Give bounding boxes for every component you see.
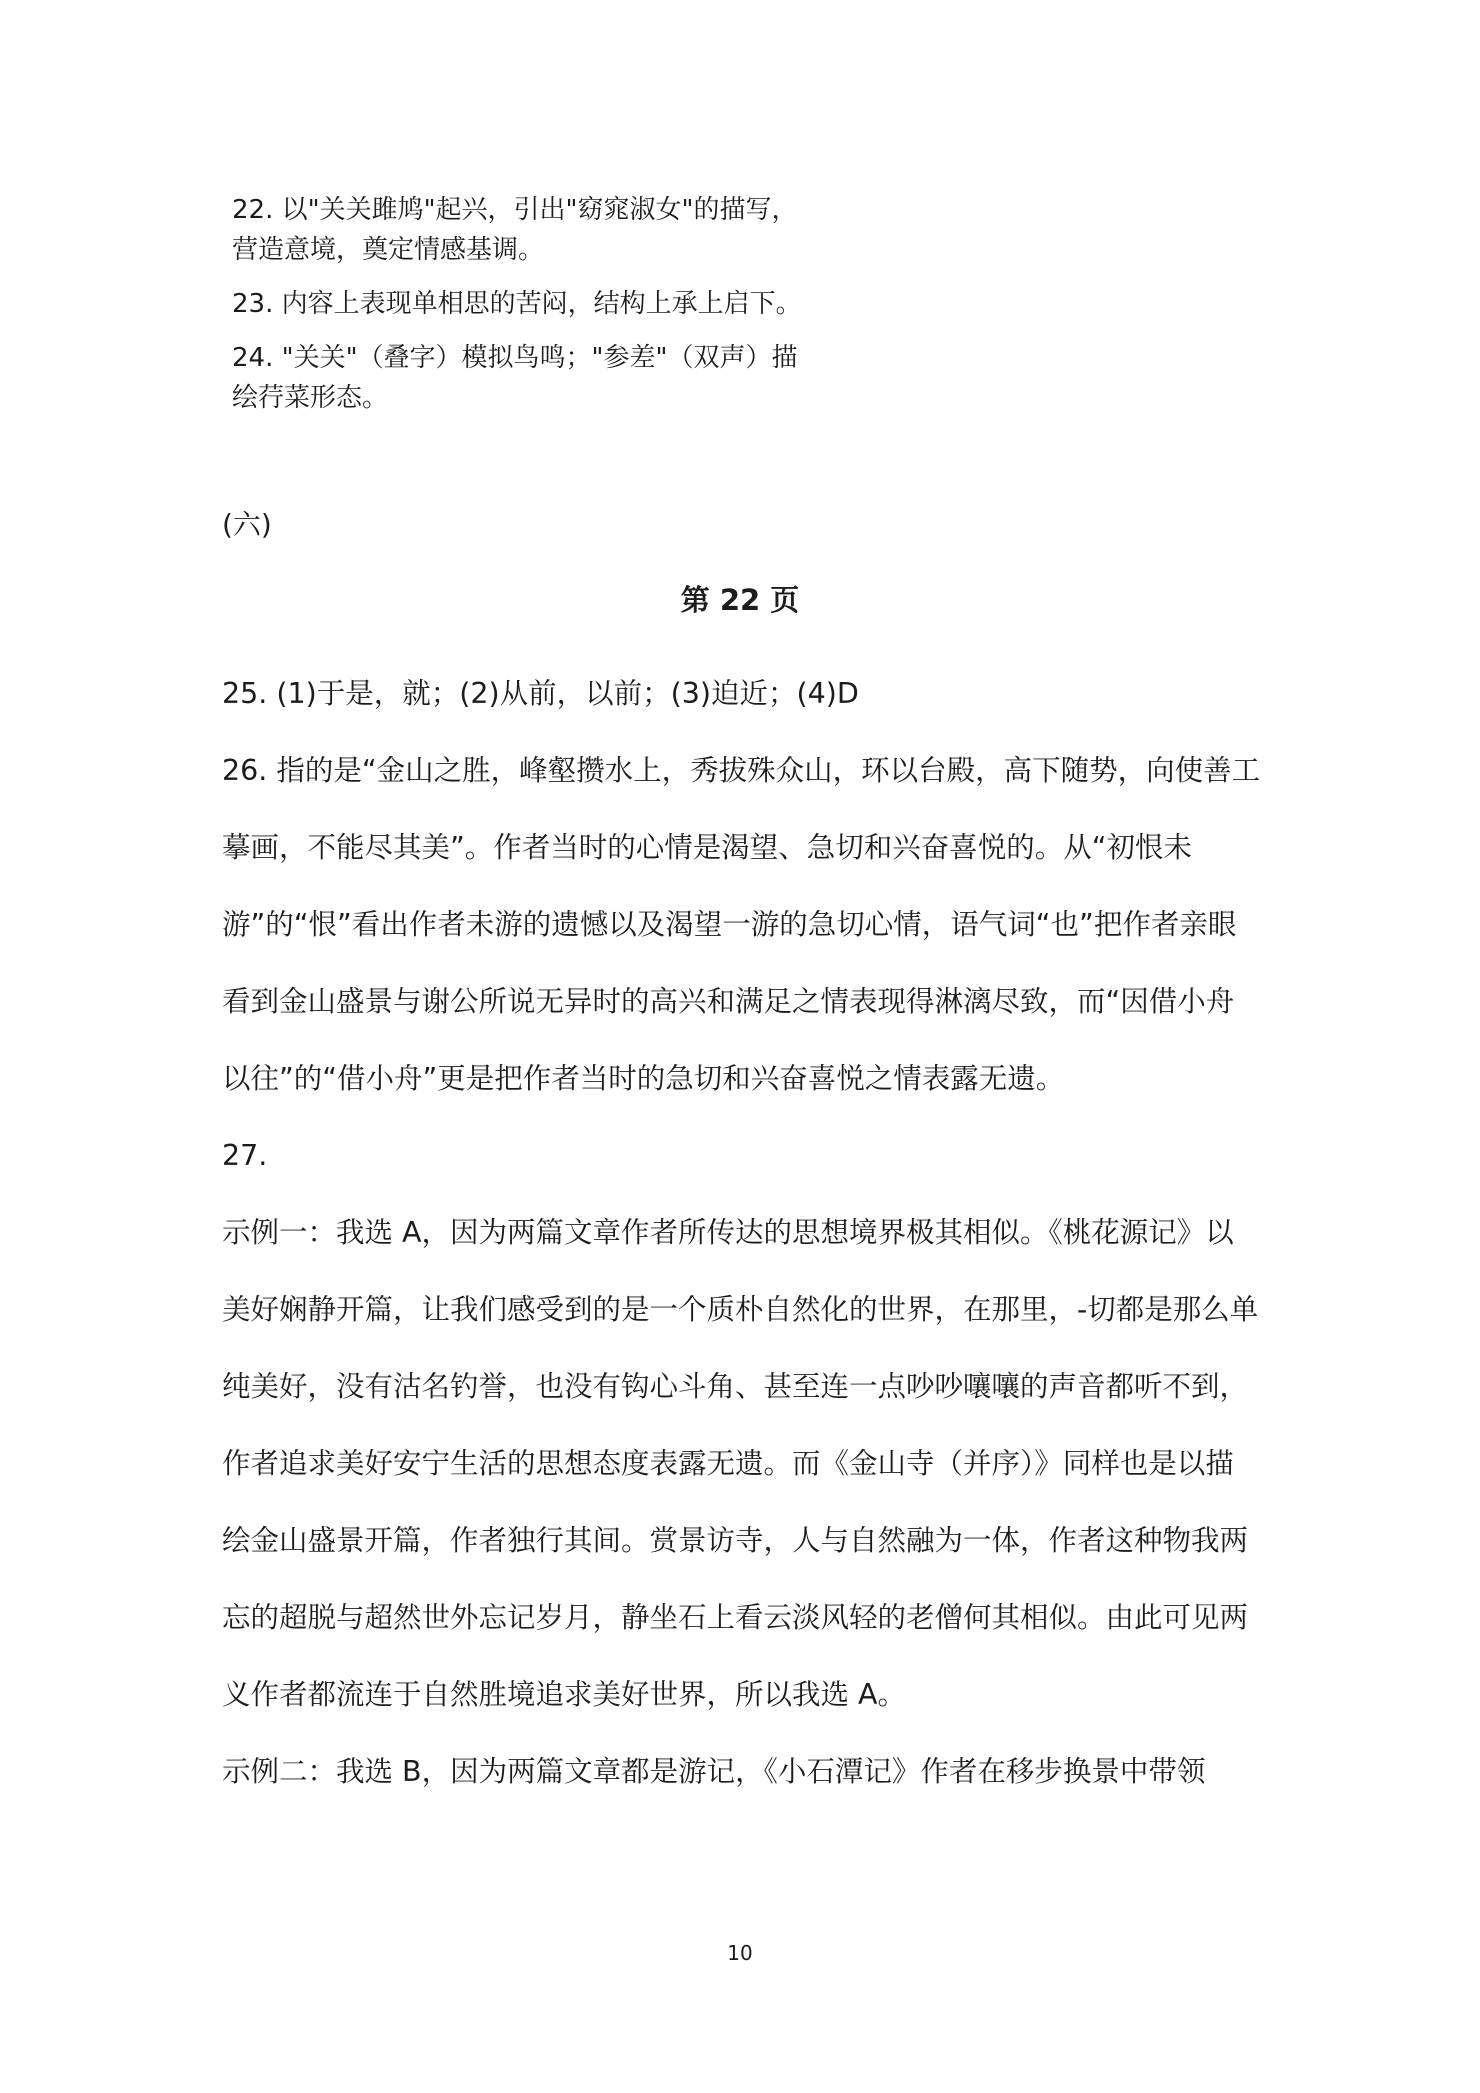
- page-number: 10: [727, 1941, 753, 1965]
- answer-27-example-2: 示例二：我选 B，因为两篇文章都是游记，《小石潭记》作者在移步换景中带领: [222, 1755, 1206, 1788]
- answer-24: 24. "关关"（叠字）模拟鸟鸣；"参差"（双声）描绘荇菜形态。: [232, 343, 798, 413]
- answer-23: 23. 内容上表现单相思的苦闷，结构上承上启下。: [232, 289, 802, 319]
- answer-27-example-1: 示例一：我选 A，因为两篇文章作者所传达的思想境界极其相似。《桃花源记》以美好娴静开篇，让我们感受到的是一个质朴自然化的世界，在那里，-切都是那么单纯美好，没有沽名钓誉，也没有钩心斗角、甚至连一点吵吵嚷嚷的声音都听不到，作者追求美好安宁生活的思想态度表露无遗。而《金山寺（并序）》同样也是以描绘金山盛景开篇，作者独行其间。赏景访寺，人与自然融为一体，作者这种物我两忘的超脱与超然世外忘记岁月，静坐石上看云淡风轻的老僧何其相似。由此可见两义作者都流连于自然胜境追求美好世界，所以我选 A。: [222, 1216, 1259, 1711]
- section-number: (六): [222, 508, 272, 541]
- answer-list-22-24: [232, 190, 812, 432]
- answer-25: 25. (1)于是，就；(2)从前，以前；(3)迫近；(4)D: [222, 677, 859, 710]
- page-heading: 第 22 页: [680, 583, 800, 617]
- answer-22: 22. 以"关关雎鸠"起兴，引出"窈窕淑女"的描写，营造意境，奠定情感基调。: [232, 195, 798, 265]
- main-answers: [222, 655, 1262, 1810]
- answer-27-label: 27.: [222, 1139, 268, 1172]
- answer-26: 26. 指的是“金山之胜，峰壑攒水上，秀拔殊众山，环以台殿，高下随势，向使善工摹画，不能尽其美”。作者当时的心情是渴望、急切和兴奋喜悦的。从“初恨未游”的“恨”看出作者未游的遗憾以及渴望一游的急切心情，语气词“也”把作者亲眼看到金山盛景与谢公所说无异时的高兴和满足之情表现得淋漓尽致，而“因借小舟以往”的“借小舟”更是把作者当时的急切和兴奋喜悦之情表露无遗。: [222, 754, 1261, 1095]
